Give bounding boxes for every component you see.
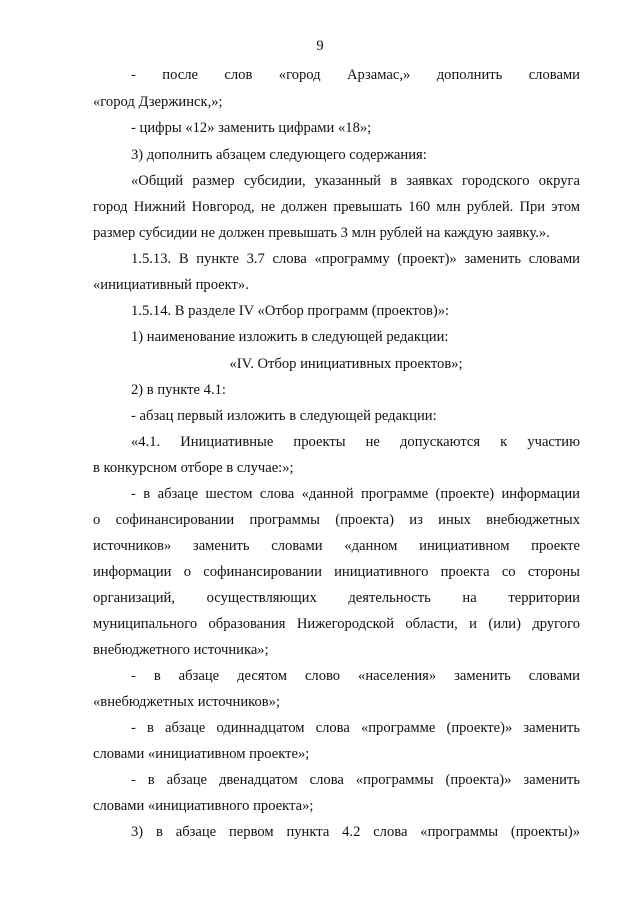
text-line: 1.5.14. В разделе IV «Отбор программ (проектов)»: (131, 303, 450, 319)
text-line: 3) дополнить абзацем следующего содержания: (131, 147, 427, 163)
text-line: словами «инициативном проекте»; (93, 746, 310, 762)
text-line: - после слов «город Арзамас,» дополнить словами (131, 67, 580, 83)
text-line: город Нижний Новгород, не должен превышать 160 млн рублей. При этом (93, 199, 580, 215)
text-line: «внебюджетных источников»; (93, 694, 281, 710)
page-number: 9 (316, 38, 324, 54)
text-line: «инициативный проект». (93, 277, 249, 293)
text-line: «город Дзержинск,»; (93, 94, 223, 110)
text-line: словами «инициативного проекта»; (93, 798, 314, 814)
text-line: - в абзаце десятом слово «населения» заменить словами (131, 668, 580, 684)
text-line: источников» заменить словами «данном инициативном проекте (93, 538, 580, 554)
text-line: 1) наименование изложить в следующей редакции: (131, 329, 449, 345)
text-line: о софинансировании программы (проекта) из иных внебюджетных (93, 512, 580, 528)
text-line: - в абзаце двенадцатом слова «программы (проекта)» заменить (131, 772, 580, 788)
text-line: размер субсидии не должен превышать 3 млн рублей на каждую заявку.». (93, 225, 550, 241)
text-line: - в абзаце шестом слова «данной программе (проекте) информации (131, 486, 580, 502)
text-line: информации о софинансировании инициативного проекта со стороны (93, 564, 580, 580)
text-line: муниципального образования Нижегородской области, и (или) другого (93, 616, 580, 632)
text-line: внебюджетного источника»; (93, 642, 269, 658)
text-line: - цифры «12» заменить цифрами «18»; (131, 120, 372, 136)
text-line: 3) в абзаце первом пункта 4.2 слова «программы (проекты)» (131, 824, 580, 840)
section-heading: «IV. Отбор инициативных проектов»; (229, 356, 463, 372)
text-line: 2) в пункте 4.1: (131, 382, 226, 398)
text-line: «Общий размер субсидии, указанный в заявках городского округа (131, 173, 580, 189)
text-line: «4.1. Инициативные проекты не допускаются к участию (131, 434, 580, 450)
text-line: организаций, осуществляющих деятельность на территории (93, 590, 580, 606)
text-line: 1.5.13. В пункте 3.7 слова «программу (проект)» заменить словами (131, 251, 580, 267)
text-line: - абзац первый изложить в следующей редакции: (131, 408, 437, 424)
text-line: в конкурсном отборе в случае:»; (93, 460, 294, 476)
text-line: - в абзаце одиннадцатом слова «программе (проекте)» заменить (131, 720, 580, 736)
